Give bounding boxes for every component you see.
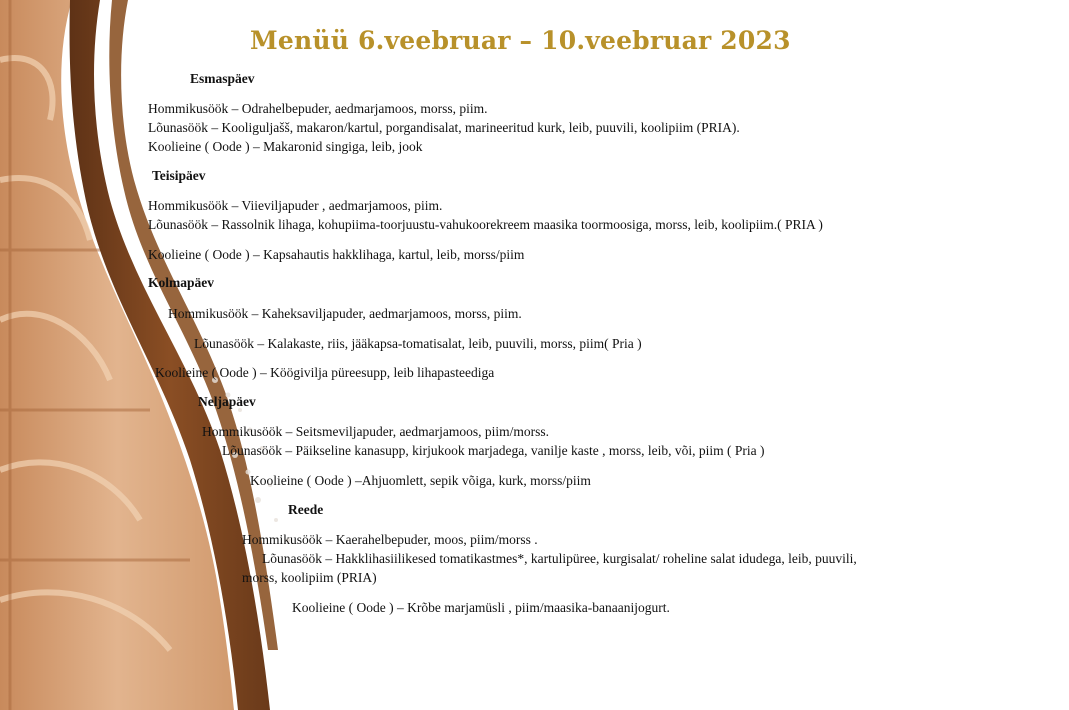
friday-breakfast: Hommikusöök – Kaerahelbepuder, moos, piim/morss . <box>242 532 538 547</box>
menu-title: Menüü 6.veebruar – 10.veebruar 2023 <box>250 26 791 55</box>
wednesday-snack: Koolieine ( Oode ) – Köögivilja püreesupp, leib lihapasteediga <box>155 365 495 380</box>
thursday-lunch: Lõunasöök – Päikseline kanasupp, kirjukook marjadega, vanilje kaste , morss, leib, või, piim ( Pria ) <box>222 443 765 458</box>
wednesday-lunch: Lõunasöök – Kalakaste, riis, jääkapsa-tomatisalat, leib, puuvili, morss, piim( Pria ) <box>194 336 642 351</box>
day-heading-friday: Reede <box>288 502 324 517</box>
day-heading-monday: Esmaspäev <box>190 71 255 86</box>
day-heading-tuesday: Teisipäev <box>152 168 206 183</box>
day-heading-thursday: Neljapäev <box>198 394 256 409</box>
monday-breakfast: Hommikusöök – Odrahelbepuder, aedmarjamoos, morss, piim. <box>148 101 488 116</box>
wednesday-breakfast: Hommikusöök – Kaheksaviljapuder, aedmarjamoos, morss, piim. <box>168 306 522 321</box>
friday-snack: Koolieine ( Oode ) – Krõbe marjamüsli , piim/maasika-banaanijogurt. <box>292 600 670 615</box>
tuesday-breakfast: Hommikusöök – Viieviljapuder , aedmarjamoos, piim. <box>148 198 443 213</box>
friday-lunch: Lõunasöök – Hakklihasiilikesed tomatikastmes*, kartulipüree, kurgisalat/ roheline salat idudega, leib, puuvili, <box>262 551 857 566</box>
monday-snack: Koolieine ( Oode ) – Makaronid singiga, leib, jook <box>148 139 423 154</box>
thursday-breakfast: Hommikusöök – Seitsmeviljapuder, aedmarjamoos, piim/morss. <box>202 424 550 439</box>
tuesday-snack: Koolieine ( Oode ) – Kapsahautis hakklihaga, kartul, leib, morss/piim <box>148 247 525 262</box>
thursday-snack: Koolieine ( Oode ) –Ahjuomlett, sepik võiga, kurk, morss/piim <box>250 473 591 488</box>
monday-lunch: Lõunasöök – Kooliguljašš, makaron/kartul, porgandisalat, marineeritud kurk, leib, puuvili, koolipiim (PRIA). <box>148 120 740 135</box>
tuesday-lunch: Lõunasöök – Rassolnik lihaga, kohupiima-toorjuustu-vahukoorekreem maasika toormoosiga, morss, leib, koolipiim.( PRIA ) <box>148 217 823 232</box>
day-heading-wednesday: Kolmapäev <box>148 275 214 290</box>
friday-lunch-continued: morss, koolipiim (PRIA) <box>242 570 377 585</box>
